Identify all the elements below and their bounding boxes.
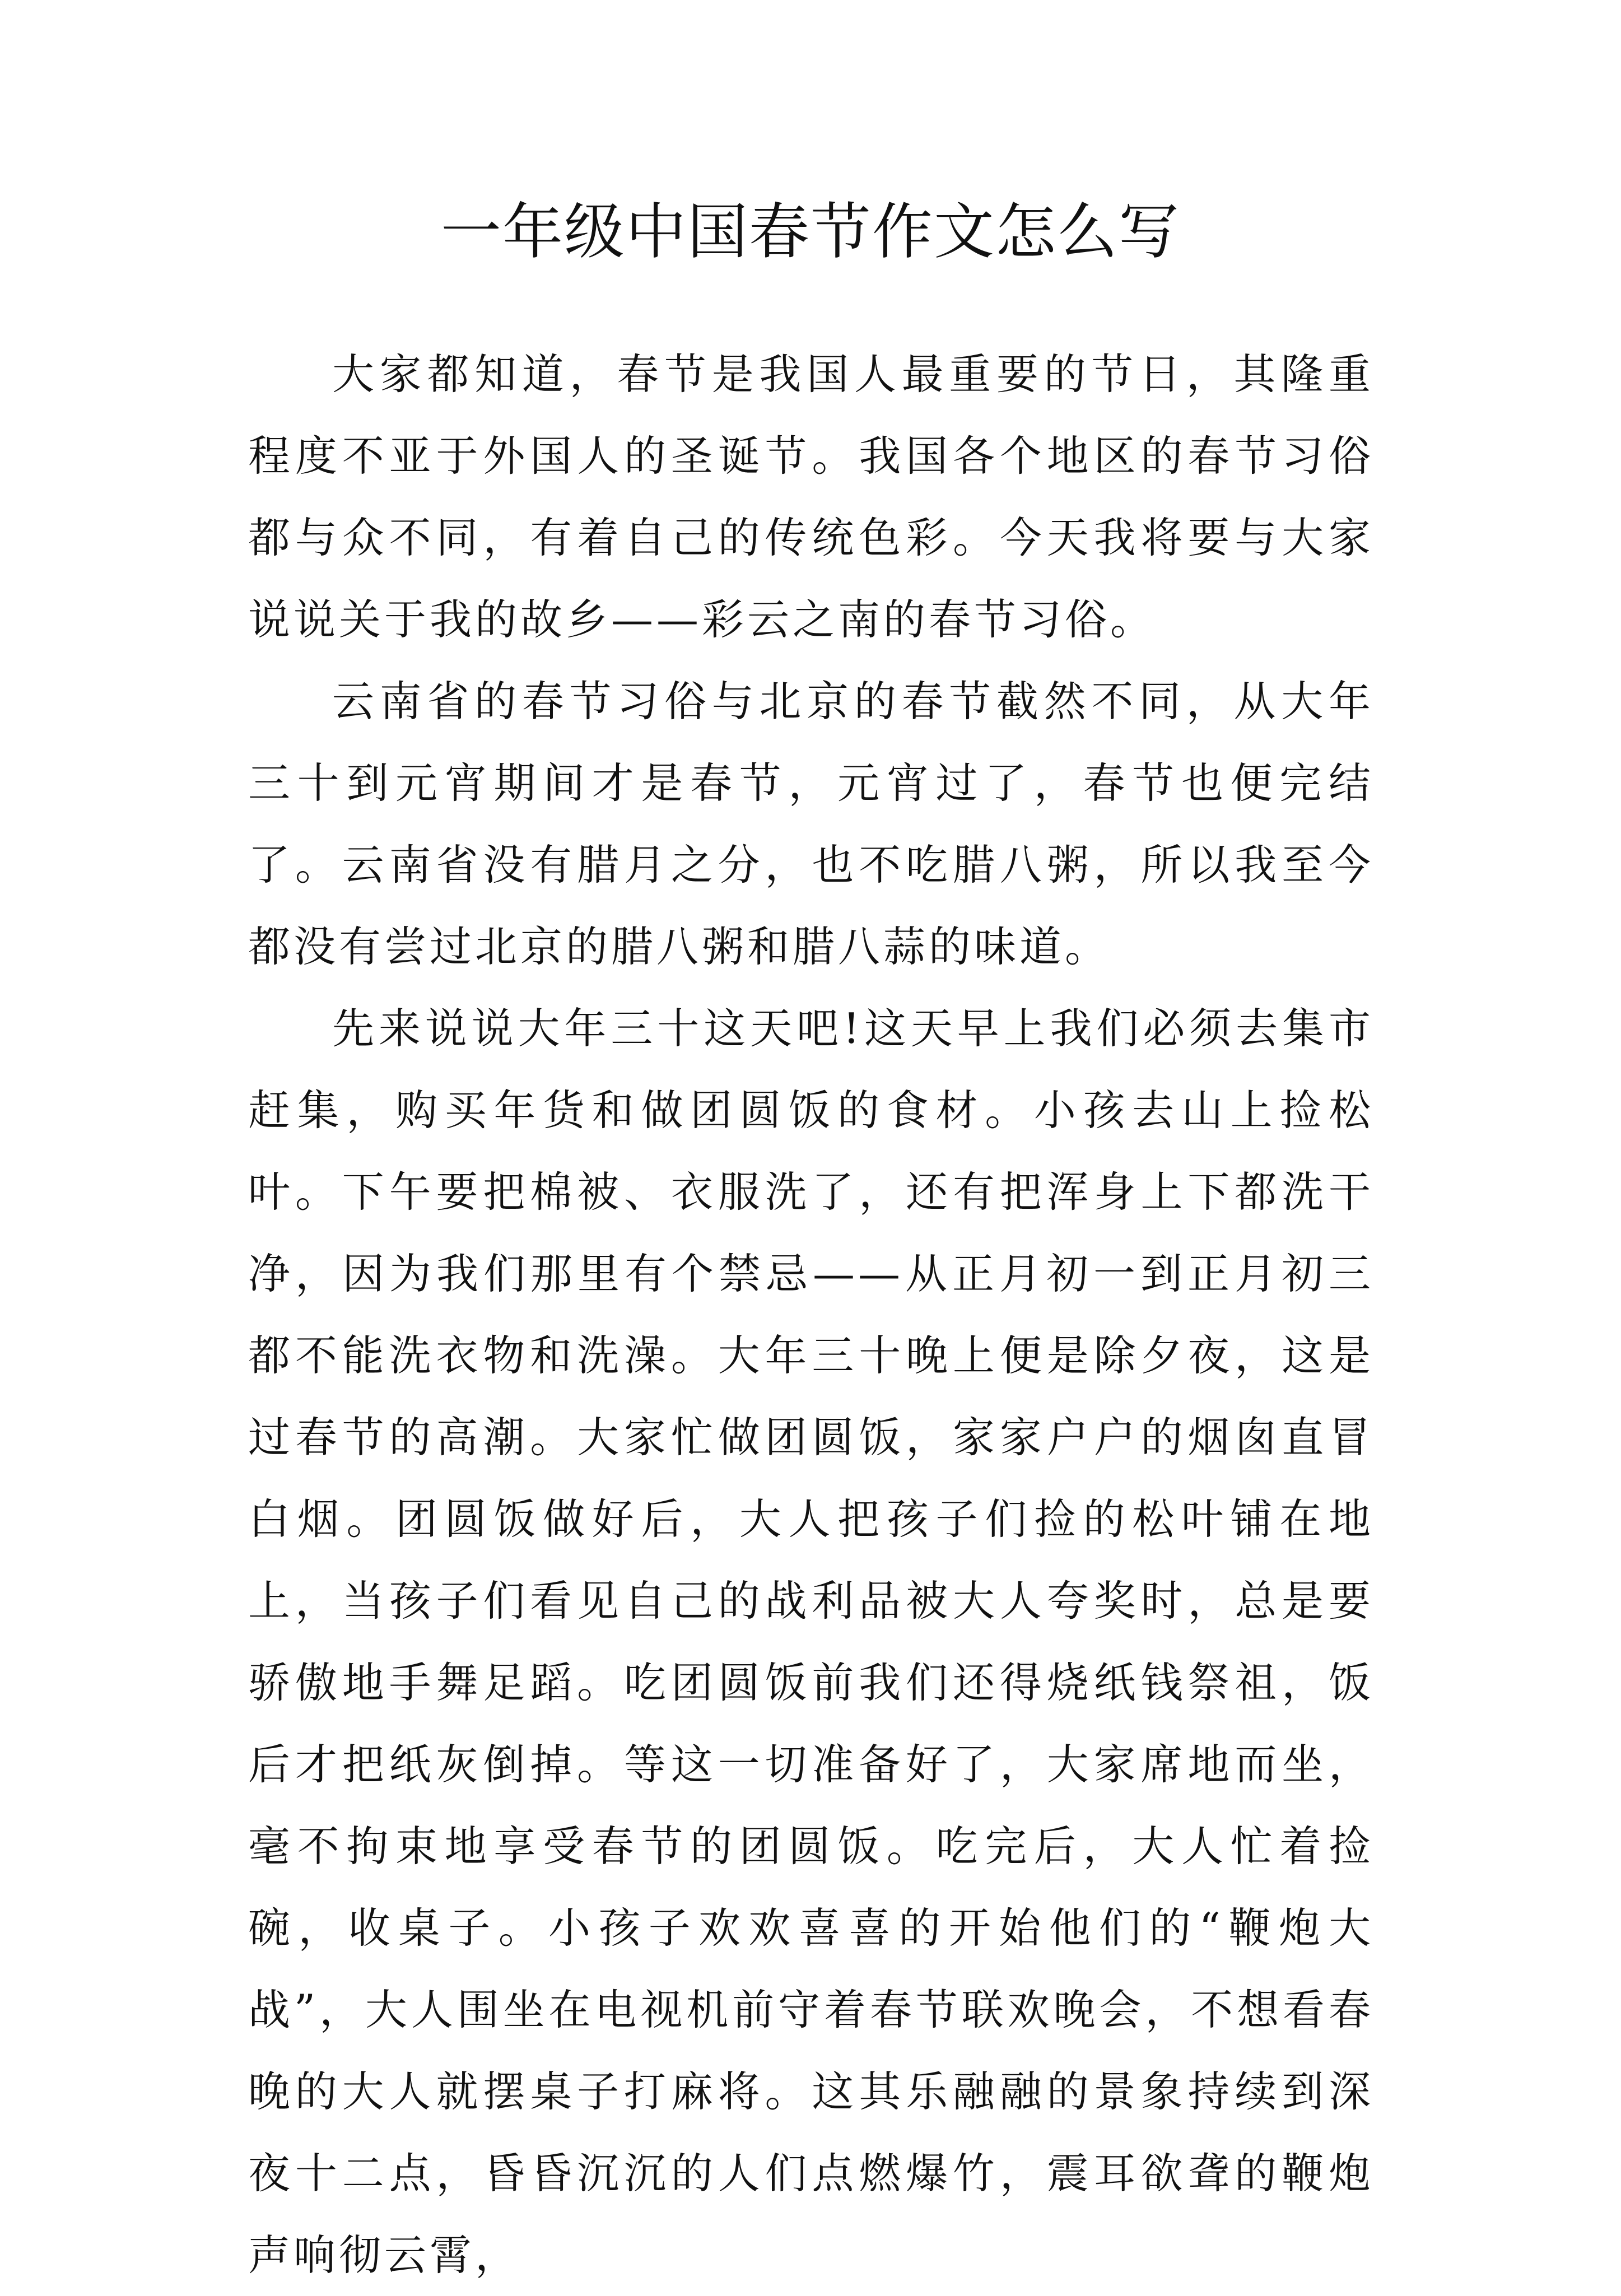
paragraph-2: 云南省的春节习俗与北京的春节截然不同，从大年三十到元宵期间才是春节，元宵过了，春节也便完结了。云南省没有腊月之分，也不吃腊八粥，所以我至今都没有尝过北京的腊八粥和腊八蒜的味道。 xyxy=(248,677,1374,971)
document-body xyxy=(248,333,1374,2296)
paragraph-3: 先来说说大年三十这天吧!这天早上我们必须去集市赶集，购买年货和做团圆饭的食材。小孩去山上捡松叶。下午要把棉被、衣服洗了，还有把浑身上下都洗干净，因为我们那里有个禁忌——从正月初一到正月初三都不能洗衣物和洗澡。大年三十晚上便是除夕夜，这是过春节的高潮。大家忙做团圆饭，家家户户的烟囱直冒白烟。团圆饭做好后，大人把孩子们捡的松叶铺在地上，当孩子们看见自己的战利品被大人夸奖时，总是要骄傲地手舞足蹈。吃团圆饭前我们还得烧纸钱祭祖，饭后才把纸灰倒掉。等这一切准备好了，大家席地而坐，毫不拘束地享受春节的团圆饭。吃完后，大人忙着捡碗，收桌子。小孩子欢欢喜喜的开始他们的“鞭炮大战”，大人围坐在电视机前守着春节联欢晚会，不想看春晚的大人就摆桌子打麻将。这其乐融融的景象持续到深夜十二点，昏昏沉沉的人们点燃爆竹，震耳欲聋的鞭炮声响彻云霄， xyxy=(248,1004,1374,2280)
document-title: 一年级中国春节作文怎么写 xyxy=(440,197,1180,267)
paragraph-1: 大家都知道，春节是我国人最重要的节日，其隆重程度不亚于外国人的圣诞节。我国各个地区的春节习俗都与众不同，有着自己的传统色彩。今天我将要与大家说说关于我的故乡——彩云之南的春节习俗。 xyxy=(248,350,1374,644)
